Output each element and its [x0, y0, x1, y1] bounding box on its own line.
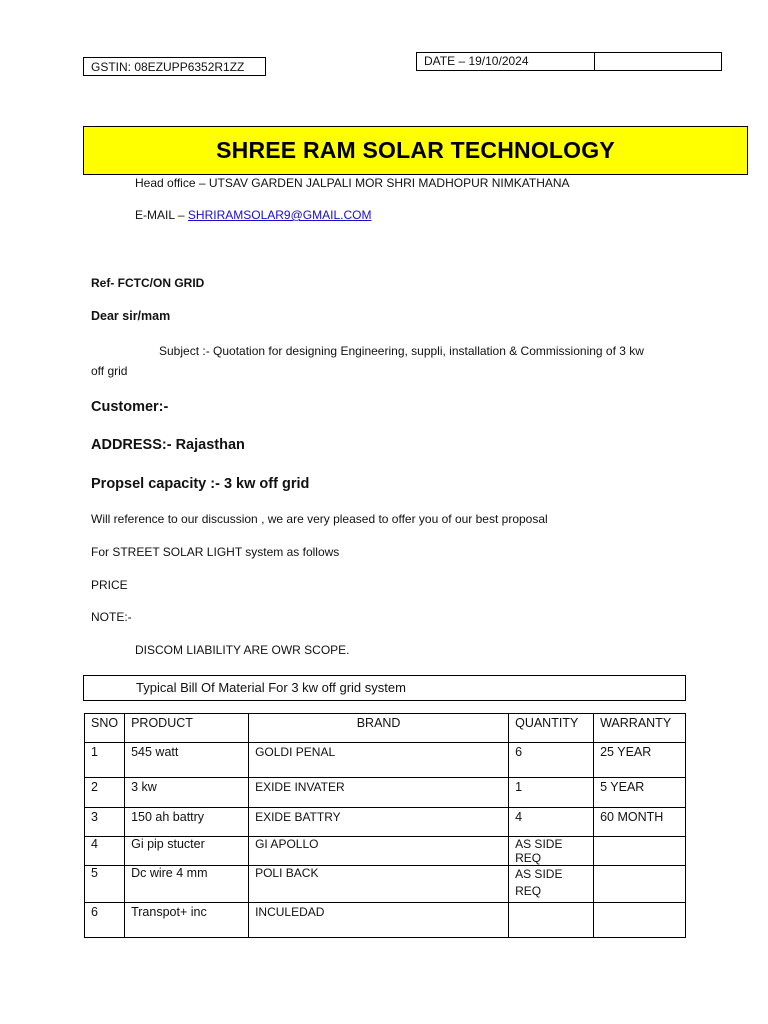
cell-quantity: AS SIDE REQ	[509, 837, 594, 866]
note-label: NOTE:-	[91, 610, 132, 624]
cell-warranty: 60 MONTH	[594, 808, 686, 837]
price-label: PRICE	[91, 578, 128, 592]
intro-line-2: For STREET SOLAR LIGHT system as follows	[91, 545, 340, 559]
cell-brand: EXIDE BATTRY	[249, 808, 509, 837]
table-row	[85, 837, 686, 866]
date-text: DATE – 19/10/2024	[417, 53, 595, 70]
cell-quantity: AS SIDE REQ	[509, 866, 594, 903]
intro-line-1: Will reference to our discussion , we are very pleased to offer you of our best proposal	[91, 512, 548, 526]
table-row	[85, 903, 686, 938]
reference-line: Ref- FCTC/ON GRID	[91, 276, 205, 290]
cell-product: 3 kw	[125, 778, 249, 808]
cell-brand: INCULEDAD	[249, 903, 509, 938]
cell-sno: 2	[85, 778, 125, 808]
table-row	[85, 866, 686, 903]
table-row	[85, 743, 686, 778]
header-sno: SNO	[85, 714, 125, 743]
cell-warranty: 25 YEAR	[594, 743, 686, 778]
header-brand: BRAND	[249, 714, 509, 743]
address-line: ADDRESS:- Rajasthan	[91, 437, 245, 453]
cell-warranty	[594, 903, 686, 938]
cell-quantity	[509, 903, 594, 938]
cell-sno: 5	[85, 866, 125, 903]
bom-table	[84, 713, 686, 938]
bom-title-box	[83, 675, 686, 701]
cell-brand: POLI BACK	[249, 866, 509, 903]
cell-warranty: 5 YEAR	[594, 778, 686, 808]
cell-sno: 6	[85, 903, 125, 938]
note-text: DISCOM LIABILITY ARE OWR SCOPE.	[135, 643, 350, 657]
company-name: SHREE RAM SOLAR TECHNOLOGY	[216, 137, 615, 163]
capacity-line: Propsel capacity :- 3 kw off grid	[91, 476, 310, 492]
cell-quantity: 4	[509, 808, 594, 837]
email-label: E-MAIL –	[135, 208, 188, 222]
company-title-banner	[83, 126, 748, 175]
email-link[interactable]: SHRIRAMSOLAR9@GMAIL.COM	[187, 208, 372, 222]
header-quantity: QUANTITY	[509, 714, 594, 743]
bom-header-row	[85, 714, 686, 743]
email-line	[135, 208, 371, 222]
cell-warranty	[594, 837, 686, 866]
cell-product: 150 ah battry	[125, 808, 249, 837]
header-product: PRODUCT	[125, 714, 249, 743]
subject-line-2: off grid	[91, 364, 128, 378]
cell-brand: GI APOLLO	[249, 837, 509, 866]
cell-product: Gi pip stucter	[125, 837, 249, 866]
bom-title: Typical Bill Of Material For 3 kw off grid system	[136, 680, 406, 695]
cell-quantity: 6	[509, 743, 594, 778]
date-box	[416, 52, 722, 71]
salutation: Dear sir/mam	[91, 309, 171, 323]
cell-sno: 4	[85, 837, 125, 866]
cell-sno: 3	[85, 808, 125, 837]
cell-quantity: 1	[509, 778, 594, 808]
cell-warranty	[594, 866, 686, 903]
table-row	[85, 778, 686, 808]
header-warranty: WARRANTY	[594, 714, 686, 743]
cell-sno: 1	[85, 743, 125, 778]
subject-line-1: Subject :- Quotation for designing Engineering, suppli, installation & Commissioning of 3 kw	[159, 344, 644, 358]
cell-product: 545 watt	[125, 743, 249, 778]
customer-label: Customer:-	[91, 399, 169, 415]
cell-brand: GOLDI PENAL	[249, 743, 509, 778]
cell-product: Transpot+ inc	[125, 903, 249, 938]
cell-brand: EXIDE INVATER	[249, 778, 509, 808]
head-office: Head office – UTSAV GARDEN JALPALI MOR SHRI MADHOPUR NIMKATHANA	[135, 176, 570, 190]
gstin-box	[83, 57, 266, 76]
gstin-text: GSTIN: 08EZUPP6352R1ZZ	[91, 60, 245, 74]
table-row	[85, 808, 686, 837]
cell-product: Dc wire 4 mm	[125, 866, 249, 903]
